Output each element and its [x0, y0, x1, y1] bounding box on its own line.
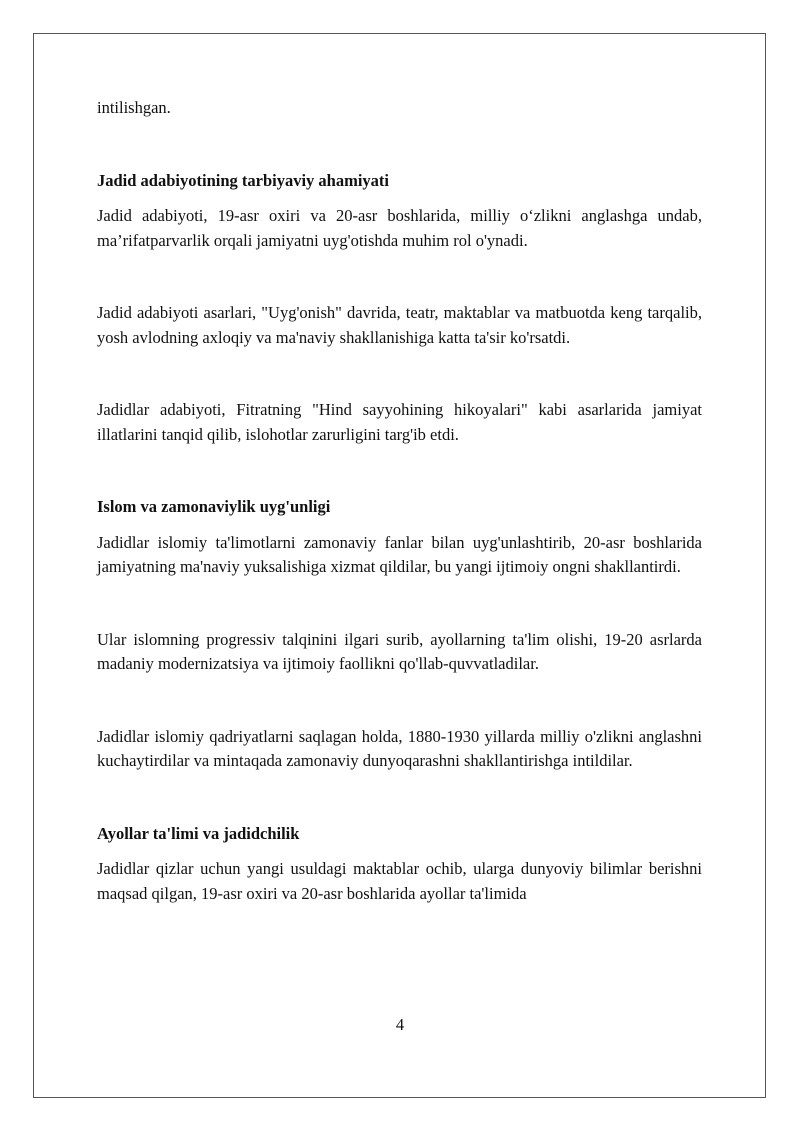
paragraph-continuation: intilishgan.: [97, 98, 171, 117]
page-number: 4: [395, 1015, 405, 1034]
paragraph: Jadidlar adabiyoti, Fitratning "Hind sayyohining hikoyalari" kabi asarlarida jamiyat illatlarini tanqid qilib, islohotlar zarurligini targ'ib etdi.: [97, 400, 702, 444]
document-body: [97, 96, 702, 906]
paragraph: Jadidlar islomiy qadriyatlarni saqlagan holda, 1880-1930 yillarda milliy o'zlikni anglashni kuchaytirdilar va mintaqada zamonaviy dunyoqarashni shakllantirishga intildilar.: [97, 726, 702, 770]
paragraph: Ular islomning progressiv talqinini ilgari surib, ayollarning ta'lim olishi, 19-20 asrlarda madaniy modernizatsiya va ijtimoiy faollikni qo'llab-quvvatladilar.: [97, 629, 702, 673]
section-heading-women-education: Ayollar ta'limi va jadidchilik: [97, 823, 300, 843]
section-heading-islam-modernity: Islom va zamonaviylik uyg'unligi: [97, 497, 331, 516]
paragraph: Jadid adabiyoti asarlari, "Uyg'onish" davrida, teatr, maktablar va matbuotda keng tarqalib, yosh avlodning axloqiy va ma'naviy shakllanishiga katta ta'sir ko'rsatdi.: [97, 303, 702, 347]
paragraph: Jadidlar qizlar uchun yangi usuldagi maktablar ochib, ularga dunyoviy bilimlar berishni maqsad qilgan, 19-asr oxiri va 20-asr boshlarida ayollar ta'limida: [97, 859, 702, 903]
paragraph: Jadidlar islomiy ta'limotlarni zamonaviy fanlar bilan uyg'unlashtirib, 20-asr boshlarida jamiyatning ma'naviy yuksalishiga xizmat qildilar, bu yangi ijtimoiy ongni shakllantirdi.: [97, 532, 702, 576]
section-heading-educational-significance: Jadid adabiyotining tarbiyaviy ahamiyati: [97, 170, 390, 190]
paragraph: Jadid adabiyoti, 19-asr oxiri va 20-asr boshlarida, milliy o‘zlikni anglashga undab, ma’rifatparvarlik orqali jamiyatni uyg'otishda muhim rol o'ynadi.: [97, 206, 702, 250]
